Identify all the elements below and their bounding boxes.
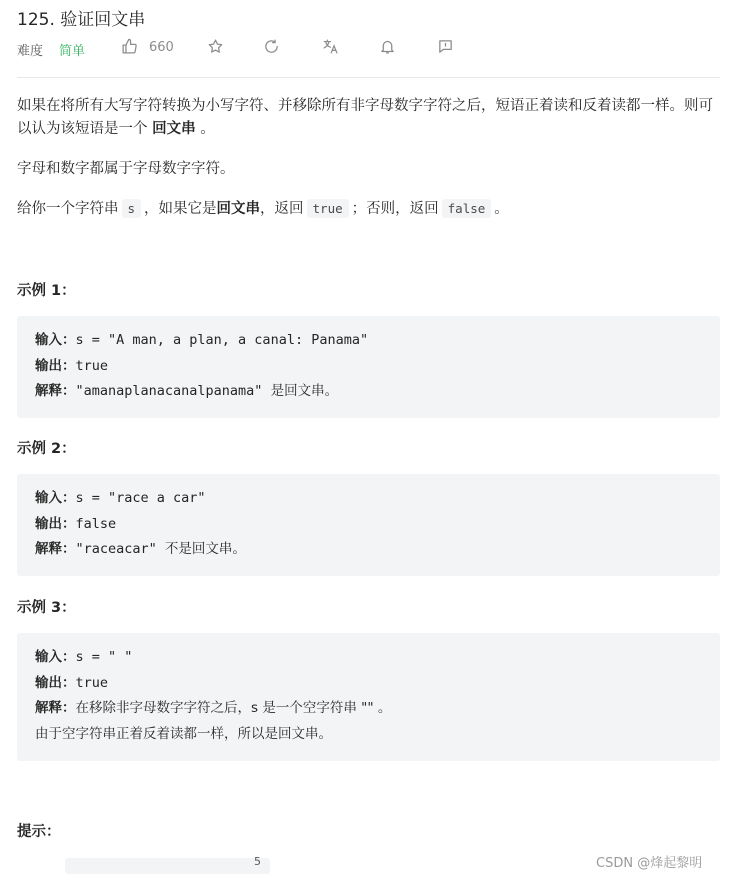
hints-heading: 提示：	[17, 824, 61, 840]
description-text: ，返回	[260, 201, 304, 217]
example-2-heading: 示例 2：	[17, 441, 76, 457]
problem-title: 125. 验证回文串	[17, 10, 146, 30]
input-label: 输入：	[35, 649, 76, 665]
header-divider	[17, 77, 720, 78]
example-explain-line-2: 由于空字符串正着反着读都一样，所以是回文串。	[35, 725, 332, 742]
output-label: 输出：	[35, 357, 76, 374]
input-label: 输入：	[35, 490, 76, 506]
explain-value: 在移除非字母数字字符之后，s 是一个空字符串 "" 。	[75, 700, 392, 716]
difficulty-label: 难度	[17, 44, 44, 59]
description-text: 如果在将所有大写字符转换为小写字符、并移除所有非字母数字字符之后，短语正着读和反着读都一样。则可以认为该短语是一个	[17, 98, 713, 137]
description-text: 。	[494, 201, 509, 217]
example-output-line	[35, 354, 702, 380]
explain-label: 解释：	[35, 541, 76, 557]
inline-code: s	[122, 199, 142, 218]
example-input-line	[35, 328, 702, 354]
description-paragraph-2: 字母和数字都属于字母数字字符。	[17, 161, 235, 177]
description-text: ，如果它是	[144, 201, 217, 217]
feedback-icon[interactable]	[437, 38, 454, 55]
inline-code: true	[307, 199, 349, 218]
example-2-box	[17, 474, 720, 576]
input-label: 输入：	[35, 332, 76, 348]
example-output-line	[35, 512, 702, 538]
description-text: 给你一个字符串	[17, 201, 119, 217]
description-paragraph-3	[17, 197, 722, 221]
example-explain-line	[35, 696, 702, 722]
example-input-line	[35, 486, 702, 512]
description-text: ；否则，返回	[351, 201, 439, 217]
explain-label: 解释：	[35, 700, 76, 716]
description-paragraph-1	[17, 95, 722, 141]
share-icon[interactable]	[263, 38, 280, 55]
example-output-line	[35, 671, 702, 697]
like-count: 660	[149, 40, 174, 55]
output-label: 输出：	[35, 674, 76, 691]
bell-icon[interactable]	[379, 38, 396, 55]
explain-label: 解释：	[35, 383, 76, 399]
star-icon[interactable]	[207, 38, 224, 55]
palindrome-term: 回文串	[216, 201, 261, 217]
example-3-heading: 示例 3：	[17, 600, 76, 616]
hint-partial-text: 5	[254, 855, 261, 868]
explain-value: "amanaplanacanalpanama" 是回文串。	[75, 383, 339, 399]
inline-code: false	[442, 199, 492, 218]
example-input-line	[35, 645, 702, 671]
example-explain-line	[35, 537, 702, 563]
hint-code-snippet	[65, 858, 270, 874]
watermark: CSDN @烽起黎明	[596, 856, 703, 871]
output-value: true	[75, 674, 109, 691]
example-1-heading: 示例 1：	[17, 283, 76, 299]
input-value: s = "race a car"	[75, 490, 206, 506]
description-text: 。	[195, 121, 215, 137]
output-value: false	[75, 515, 117, 532]
difficulty-value: 简单	[59, 44, 86, 59]
example-1-box	[17, 316, 720, 418]
example-explain-line	[35, 379, 702, 405]
output-label: 输出：	[35, 515, 76, 532]
problem-meta-bar	[17, 38, 717, 60]
input-value: s = "A man, a plan, a canal: Panama"	[75, 332, 369, 348]
palindrome-term: 回文串	[152, 121, 196, 137]
explain-value: "raceacar" 不是回文串。	[75, 541, 246, 557]
example-3-box	[17, 633, 720, 761]
translate-icon[interactable]	[322, 38, 339, 55]
thumbs-up-icon[interactable]	[121, 38, 138, 55]
output-value: true	[75, 357, 109, 374]
input-value: s = " "	[75, 649, 133, 665]
